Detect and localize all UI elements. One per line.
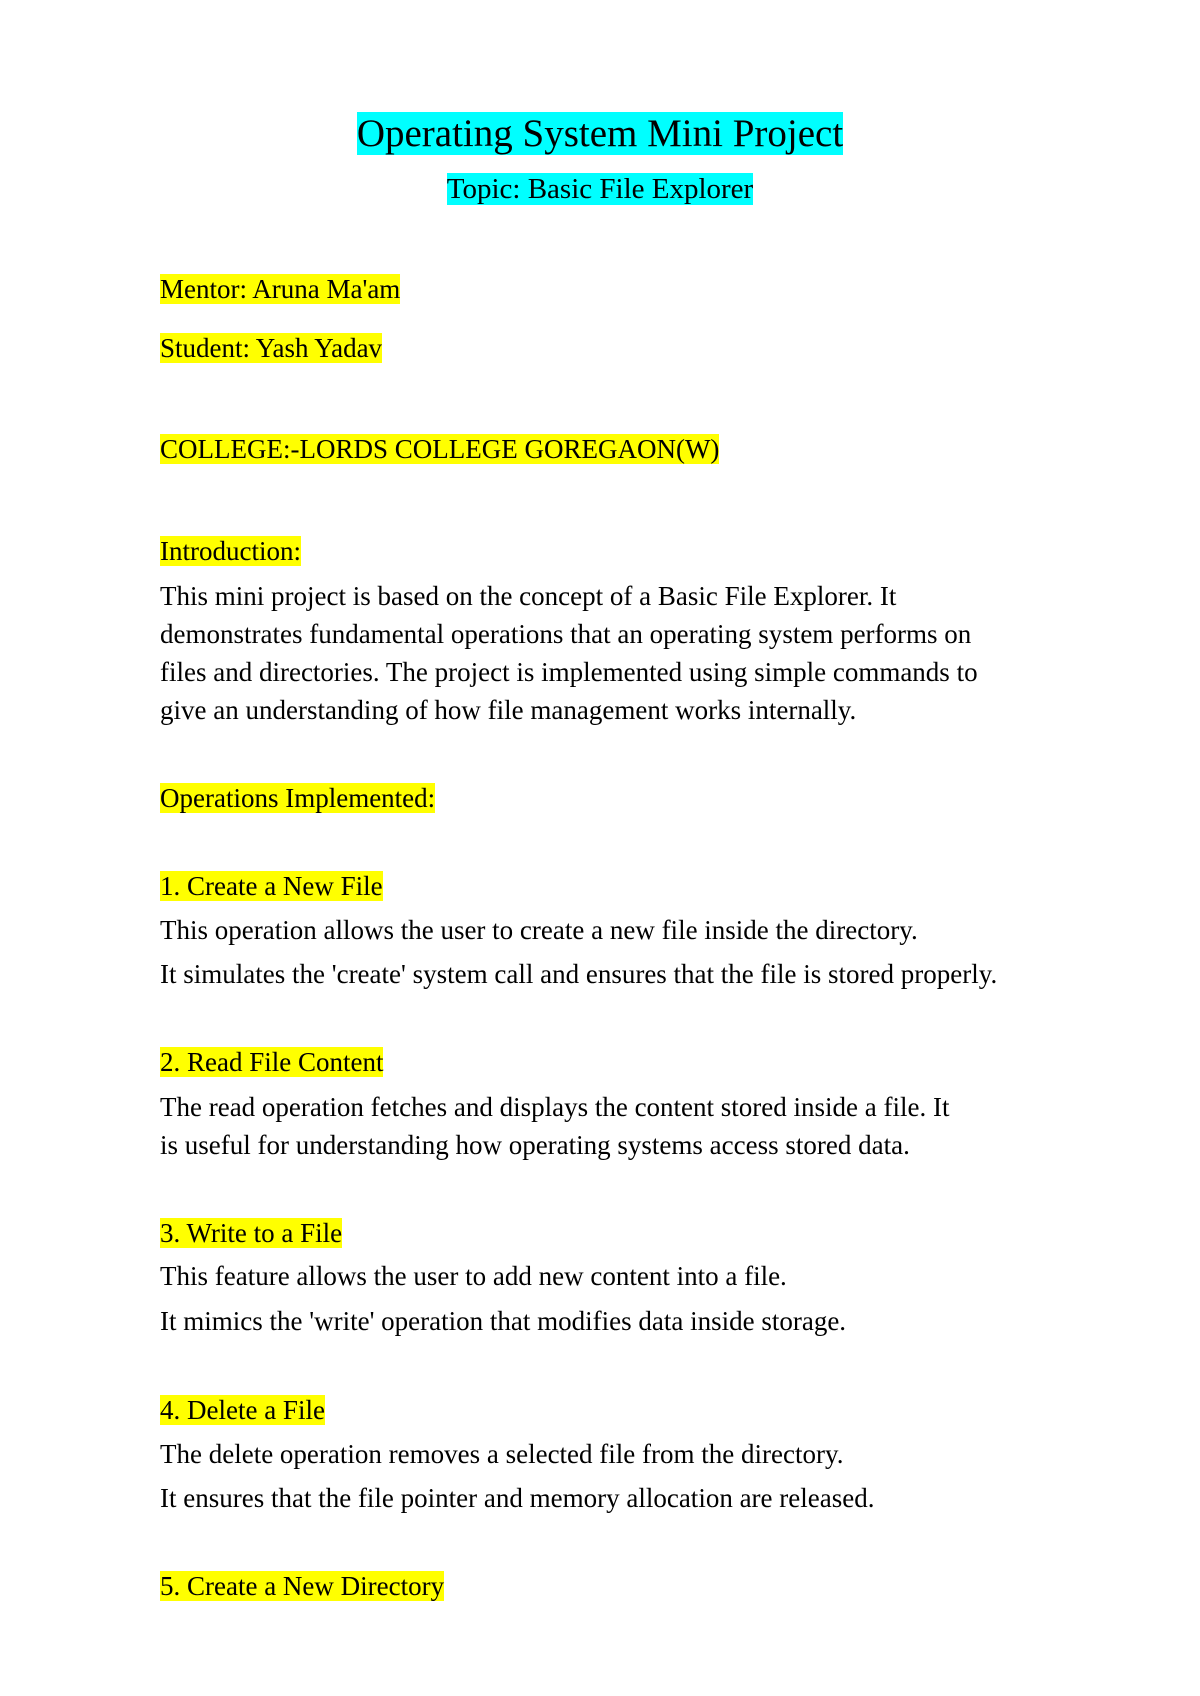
operation-description-line: This feature allows the user to add new content into a file. [160, 1261, 787, 1291]
introduction-heading: Introduction: [160, 536, 301, 566]
operation-title-row [160, 1047, 383, 1078]
document-topic-row [0, 173, 1200, 206]
college-row [160, 434, 719, 465]
operation-title: 3. Write to a File [160, 1218, 343, 1248]
college-label: COLLEGE:-LORDS COLLEGE GOREGAON(W) [160, 434, 720, 464]
operation-description-line: It simulates the 'create' system call and ensures that the file is stored properly. [160, 959, 998, 989]
introduction-line: give an understanding of how file management works internally. [160, 695, 857, 725]
operation-title-row [160, 871, 383, 902]
operation-description-line: It ensures that the file pointer and memory allocation are released. [160, 1483, 875, 1513]
introduction-line: This mini project is based on the concept of a Basic File Explorer. It [160, 581, 897, 611]
introduction-line: files and directories. The project is implemented using simple commands to [160, 657, 978, 687]
document-topic: Topic: Basic File Explorer [446, 173, 754, 205]
operation-title: 2. Read File Content [160, 1047, 384, 1077]
introduction-heading-row [160, 536, 301, 567]
operation-description-line: It mimics the 'write' operation that modifies data inside storage. [160, 1306, 847, 1336]
operations-heading: Operations Implemented: [160, 783, 436, 813]
introduction-paragraph [160, 577, 1090, 729]
operation-title: 5. Create a New Directory [160, 1571, 445, 1601]
operation-description-line: The read operation fetches and displays the content stored inside a file. It [160, 1092, 950, 1122]
operation-title-row [160, 1218, 342, 1249]
student-row [160, 333, 382, 364]
document-title: Operating System Mini Project [356, 112, 844, 155]
operation-title-row [160, 1395, 325, 1426]
introduction-line: demonstrates fundamental operations that an operating system performs on [160, 619, 972, 649]
mentor-row [160, 274, 400, 305]
document-title-row [0, 112, 1200, 157]
operation-description-line: The delete operation removes a selected file from the directory. [160, 1439, 844, 1469]
operation-description-line: This operation allows the user to create a new file inside the directory. [160, 915, 918, 945]
operation-title: 1. Create a New File [160, 871, 383, 901]
operations-heading-row [160, 783, 435, 814]
operation-description-line: is useful for understanding how operating systems access stored data. [160, 1130, 910, 1160]
operation-title: 4. Delete a File [160, 1395, 325, 1425]
student-label: Student: Yash Yadav [160, 333, 383, 363]
mentor-label: Mentor: Aruna Ma'am [160, 274, 401, 304]
operation-title-row [160, 1571, 444, 1602]
